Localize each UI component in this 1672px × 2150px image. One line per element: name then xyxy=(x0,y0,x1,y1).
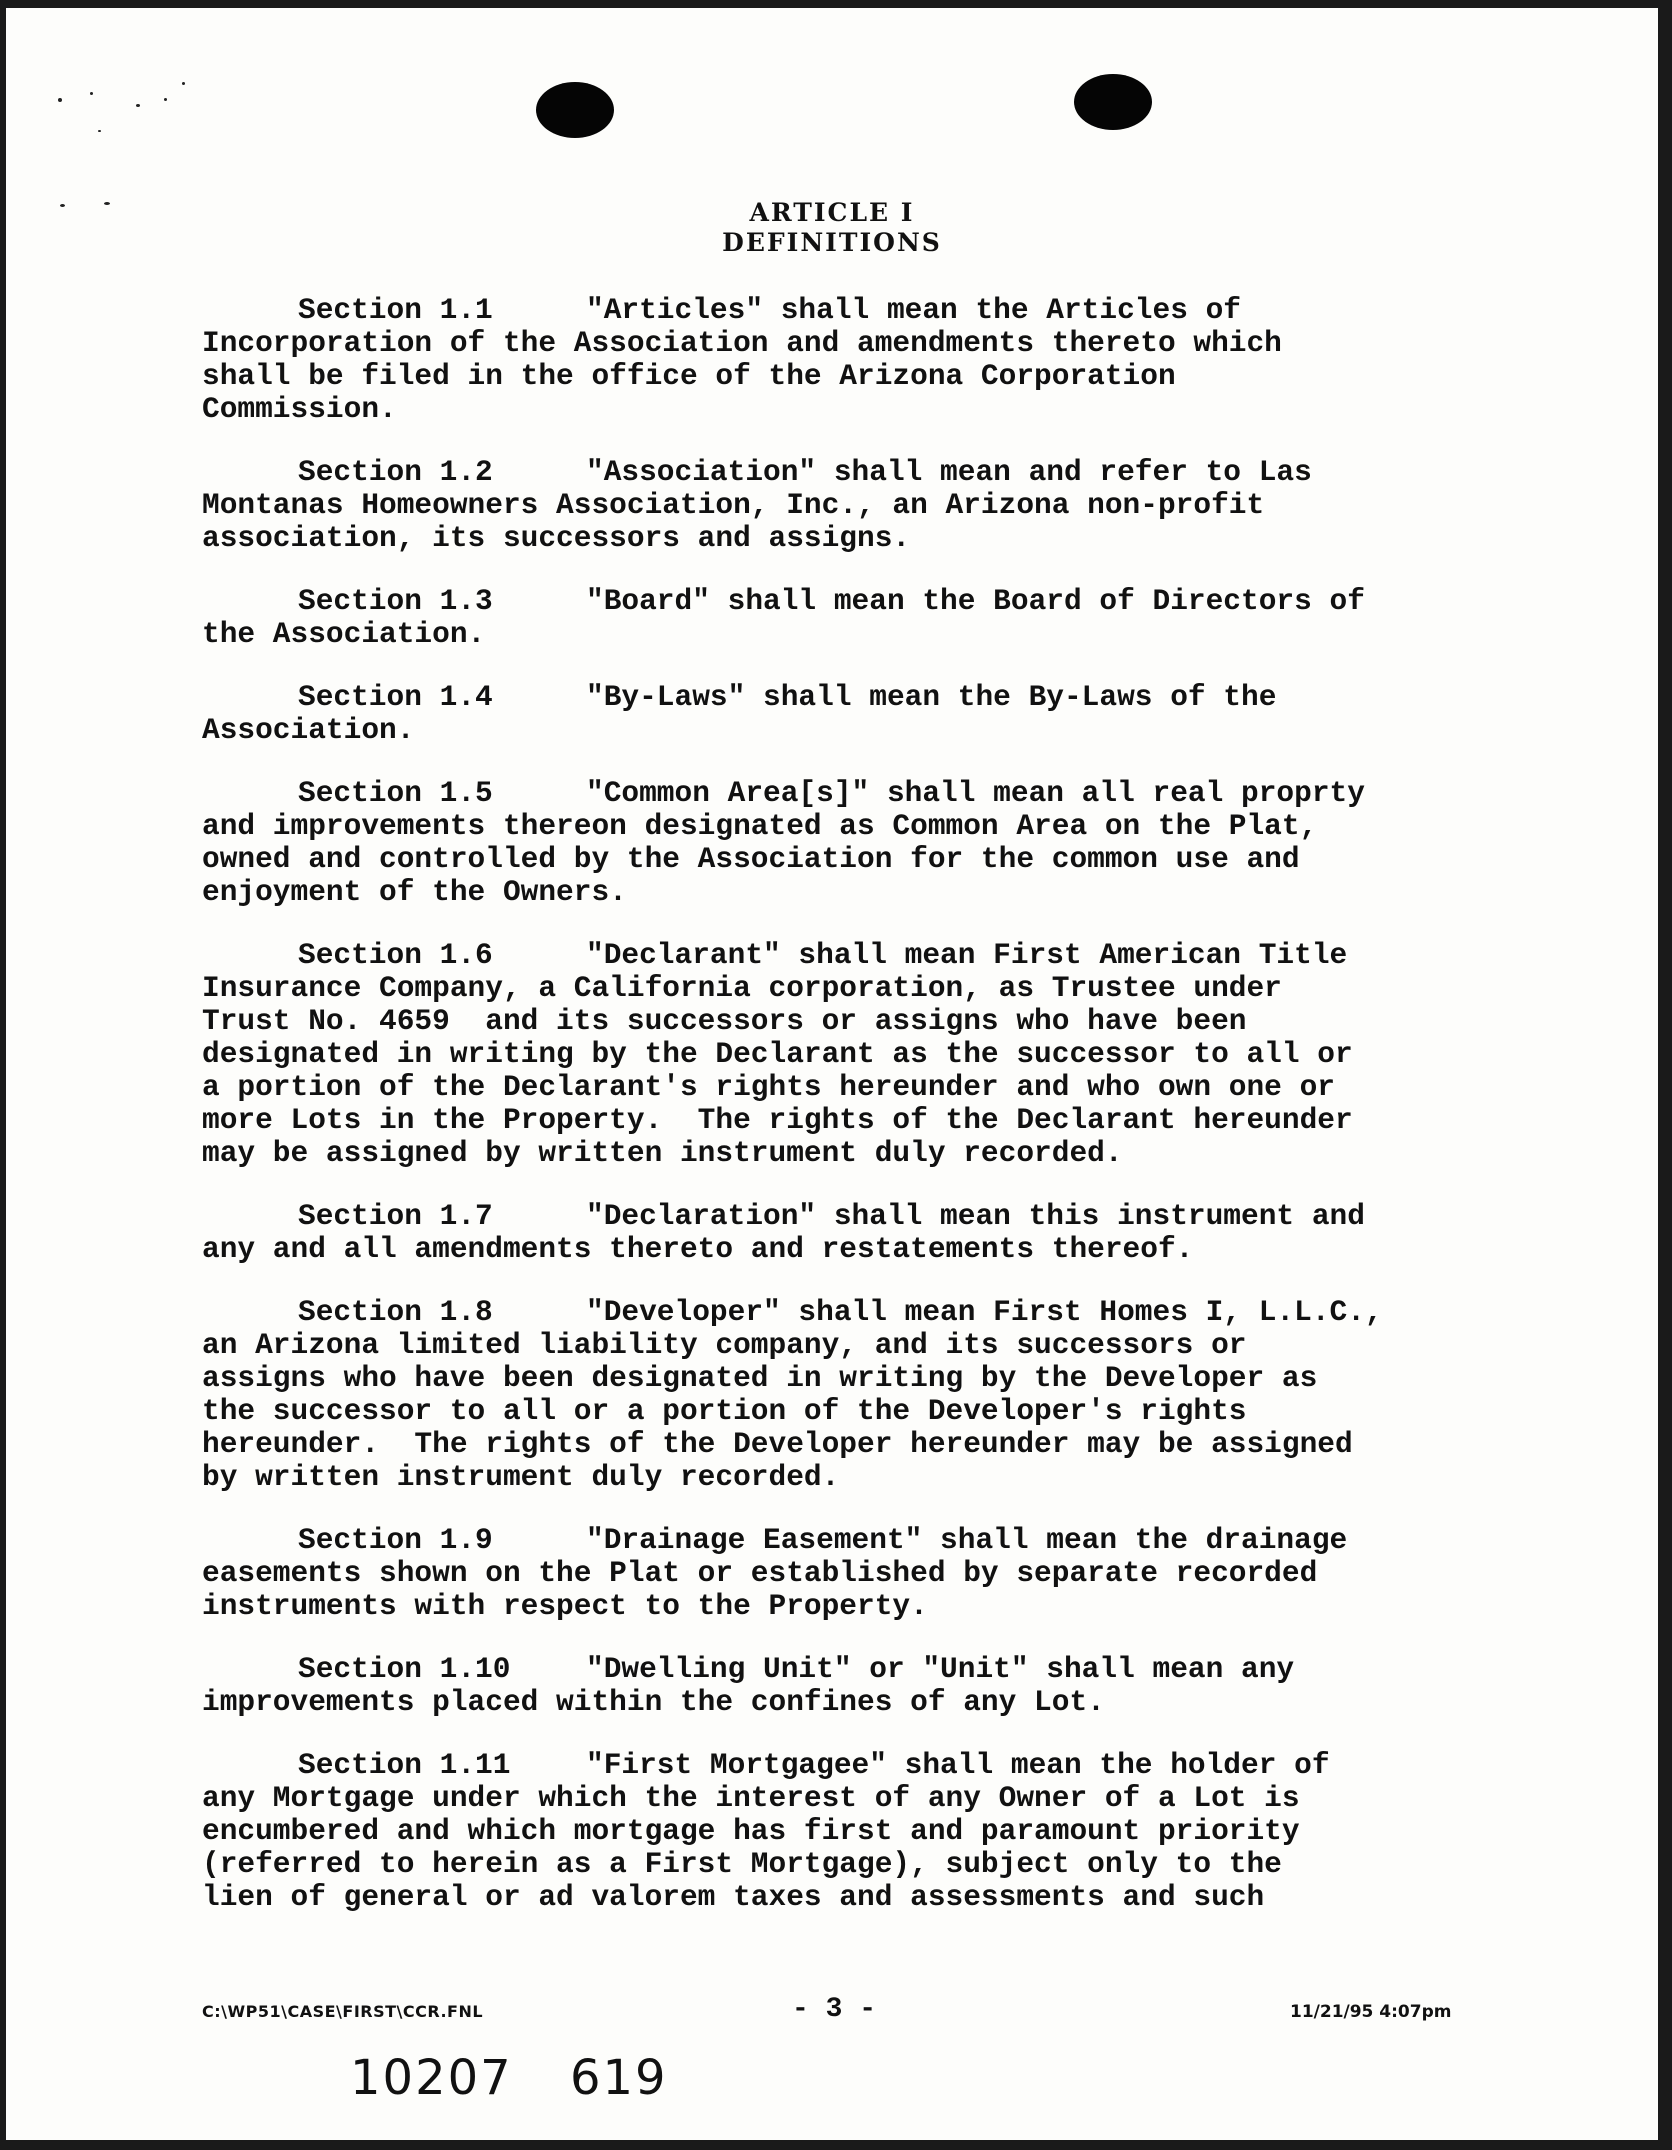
section-line: Incorporation of the Association and amendments thereto which xyxy=(202,326,1282,360)
document-page xyxy=(6,8,1658,2140)
section-label: Section 1.2 xyxy=(298,455,493,489)
scan-speck xyxy=(90,92,93,95)
section-first-line-text: "Drainage Easement" shall mean the drainage xyxy=(586,1523,1348,1557)
section-line: owned and controlled by the Association for the common use and xyxy=(202,842,1300,876)
scan-speck xyxy=(164,98,167,101)
section-label: Section 1.5 xyxy=(298,776,493,810)
section-line: shall be filed in the office of the Arizona Corporation xyxy=(202,359,1176,393)
section-line xyxy=(202,777,1502,810)
section-line xyxy=(202,294,1502,327)
section-line xyxy=(202,1749,1502,1782)
section-line: association, its successors and assigns. xyxy=(202,521,911,555)
file-path: C:\WP51\CASE\FIRST\CCR.FNL xyxy=(202,2002,484,2021)
section-line: may be assigned by written instrument duly recorded. xyxy=(202,1136,1123,1170)
section-first-line-text: "Declaration" shall mean this instrument and xyxy=(586,1199,1365,1233)
section-label: Section 1.4 xyxy=(298,680,493,714)
section-first-line-text: "By-Laws" shall mean the By-Laws of the xyxy=(586,680,1277,714)
definition-section xyxy=(202,585,1502,651)
definition-section xyxy=(202,294,1502,426)
section-label: Section 1.7 xyxy=(298,1199,493,1233)
section-line: (referred to herein as a First Mortgage), subject only to the xyxy=(202,1847,1282,1881)
section-label: Section 1.9 xyxy=(298,1523,493,1557)
section-line: any and all amendments thereto and restatements thereof. xyxy=(202,1232,1194,1266)
section-line: improvements placed within the confines of any Lot. xyxy=(202,1685,1105,1719)
section-line: designated in writing by the Declarant as the successor to all or xyxy=(202,1037,1353,1071)
article-heading xyxy=(6,198,1658,258)
definition-section xyxy=(202,939,1502,1170)
definition-section xyxy=(202,1653,1502,1719)
section-line xyxy=(202,681,1502,714)
article-title: DEFINITIONS xyxy=(722,228,942,257)
section-line: more Lots in the Property. The rights of the Declarant hereunder xyxy=(202,1103,1353,1137)
print-timestamp: 11/21/95 4:07pm xyxy=(1290,2002,1452,2022)
article-number: ARTICLE I xyxy=(749,198,915,227)
punch-hole-left xyxy=(536,82,614,138)
definition-section xyxy=(202,777,1502,909)
section-line xyxy=(202,1296,1502,1329)
section-line: the Association. xyxy=(202,617,486,651)
punch-hole-right xyxy=(1074,74,1152,130)
scan-speck xyxy=(136,104,140,107)
section-first-line-text: "Developer" shall mean First Homes I, L.L.C., xyxy=(586,1295,1383,1329)
section-line: Insurance Company, a California corporation, as Trustee under xyxy=(202,971,1282,1005)
definition-section xyxy=(202,1749,1502,1914)
section-line xyxy=(202,585,1502,618)
definition-section xyxy=(202,681,1502,747)
section-line: Commission. xyxy=(202,392,397,426)
section-line: enjoyment of the Owners. xyxy=(202,875,627,909)
section-first-line-text: "Common Area[s]" shall mean all real proprty xyxy=(586,776,1365,810)
section-line: the successor to all or a portion of the Developer's rights xyxy=(202,1394,1247,1428)
section-line: hereunder. The rights of the Developer hereunder may be assigned xyxy=(202,1427,1353,1461)
section-line: Association. xyxy=(202,713,415,747)
recording-stamp: 10207 619 xyxy=(350,2050,668,2106)
section-line: by written instrument duly recorded. xyxy=(202,1460,840,1494)
section-line xyxy=(202,1524,1502,1557)
section-line xyxy=(202,1200,1502,1233)
definition-section xyxy=(202,1296,1502,1494)
section-first-line-text: "Board" shall mean the Board of Directors of xyxy=(586,584,1365,618)
section-label: Section 1.6 xyxy=(298,938,493,972)
section-first-line-text: "Declarant" shall mean First American Title xyxy=(586,938,1348,972)
section-first-line-text: "Articles" shall mean the Articles of xyxy=(586,293,1242,327)
section-line: any Mortgage under which the interest of any Owner of a Lot is xyxy=(202,1781,1300,1815)
scan-speck xyxy=(58,98,62,102)
section-first-line-text: "Association" shall mean and refer to Las xyxy=(586,455,1312,489)
section-line: a portion of the Declarant's rights hereunder and who own one or xyxy=(202,1070,1335,1104)
section-line: assigns who have been designated in writing by the Developer as xyxy=(202,1361,1318,1395)
section-label: Section 1.3 xyxy=(298,584,493,618)
section-line: lien of general or ad valorem taxes and assessments and such xyxy=(202,1880,1265,1914)
scan-speck xyxy=(98,130,101,132)
definition-section xyxy=(202,1200,1502,1266)
section-line: Trust No. 4659 and its successors or assigns who have been xyxy=(202,1004,1247,1038)
section-line xyxy=(202,939,1502,972)
page-number: - 3 - xyxy=(792,1994,877,2025)
section-line: instruments with respect to the Property. xyxy=(202,1589,928,1623)
section-line: easements shown on the Plat or established by separate recorded xyxy=(202,1556,1318,1590)
section-line xyxy=(202,456,1502,489)
section-line: encumbered and which mortgage has first and paramount priority xyxy=(202,1814,1300,1848)
section-line: Montanas Homeowners Association, Inc., an Arizona non-profit xyxy=(202,488,1265,522)
section-line: and improvements thereon designated as Common Area on the Plat, xyxy=(202,809,1318,843)
definitions-body xyxy=(202,294,1502,1944)
section-first-line-text: "First Mortgagee" shall mean the holder of xyxy=(586,1748,1330,1782)
section-label: Section 1.1 xyxy=(298,293,493,327)
section-line: an Arizona limited liability company, and its successors or xyxy=(202,1328,1247,1362)
section-label: Section 1.11 xyxy=(298,1748,511,1782)
definition-section xyxy=(202,456,1502,555)
section-label: Section 1.10 xyxy=(298,1652,511,1686)
scan-speck xyxy=(182,82,185,85)
section-label: Section 1.8 xyxy=(298,1295,493,1329)
definition-section xyxy=(202,1524,1502,1623)
section-first-line-text: "Dwelling Unit" or "Unit" shall mean any xyxy=(586,1652,1295,1686)
section-line xyxy=(202,1653,1502,1686)
